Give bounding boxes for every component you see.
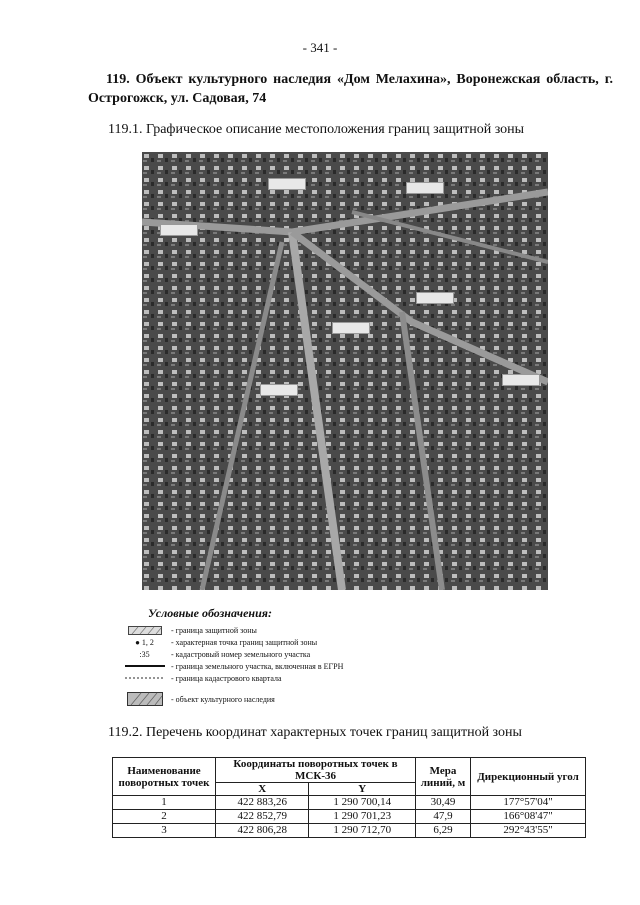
solid-line-icon — [125, 664, 165, 668]
col-header-coords: Координаты поворотных точек в МСК-36 — [216, 758, 416, 783]
col-header-y: Y — [309, 783, 416, 796]
table-row: 2 422 852,79 1 290 701,23 47,9 166°08'47" — [113, 810, 586, 824]
map-label — [268, 178, 306, 190]
col-header-x: X — [216, 783, 309, 796]
coordinates-table — [112, 757, 586, 838]
col-header-length: Мера линий, м — [416, 758, 471, 796]
map-label — [260, 384, 298, 396]
section-1-title: 119.1. Графическое описание местоположения границ защитной зоны — [108, 122, 525, 137]
gray-hatched-rect-icon — [127, 692, 163, 706]
map-label — [502, 374, 540, 386]
legend-title: Условные обозначения: — [148, 606, 272, 620]
section-2-title: 119.2. Перечень координат характерных точек границ защитной зоны — [108, 725, 522, 740]
map-label — [416, 292, 454, 304]
legend-item: - граница защитной зоны — [122, 624, 257, 636]
dot-icon: ● 1, 2 — [135, 637, 154, 647]
map-label — [160, 224, 198, 236]
legend-item: - граница земельного участка, включенная в ЕГРН — [122, 660, 343, 672]
aerial-map — [142, 152, 548, 590]
col-header-name: Наименование поворотных точек — [113, 758, 216, 796]
map-label — [406, 182, 444, 194]
legend-item: ● 1, 2 - характерная точка границ защитной зоны — [122, 636, 317, 648]
map-label — [332, 322, 370, 334]
page-number: - 341 - — [302, 40, 338, 55]
legend-item: - объект культурного наследия — [122, 690, 275, 708]
table-row: 3 422 806,28 1 290 712,70 6,29 292°43'55" — [113, 824, 586, 838]
object-heading: 119. Объект культурного наследия «Дом Мелахина», Воронежская область, г. Острогожск, ул. Садовая, 74 — [88, 72, 613, 106]
col-header-angle: Дирекционный угол — [471, 758, 586, 796]
legend-item: :35 - кадастровый номер земельного участка — [122, 648, 310, 660]
table-row: 1 422 883,26 1 290 700,14 30,49 177°57'04" — [113, 796, 586, 810]
dotted-line-icon — [125, 676, 165, 680]
legend-item: - граница кадастрового квартала — [122, 672, 282, 684]
hatched-rect-icon — [128, 626, 162, 635]
aerial-map-image — [142, 152, 548, 590]
cadastral-number-symbol: :35 — [139, 649, 150, 659]
